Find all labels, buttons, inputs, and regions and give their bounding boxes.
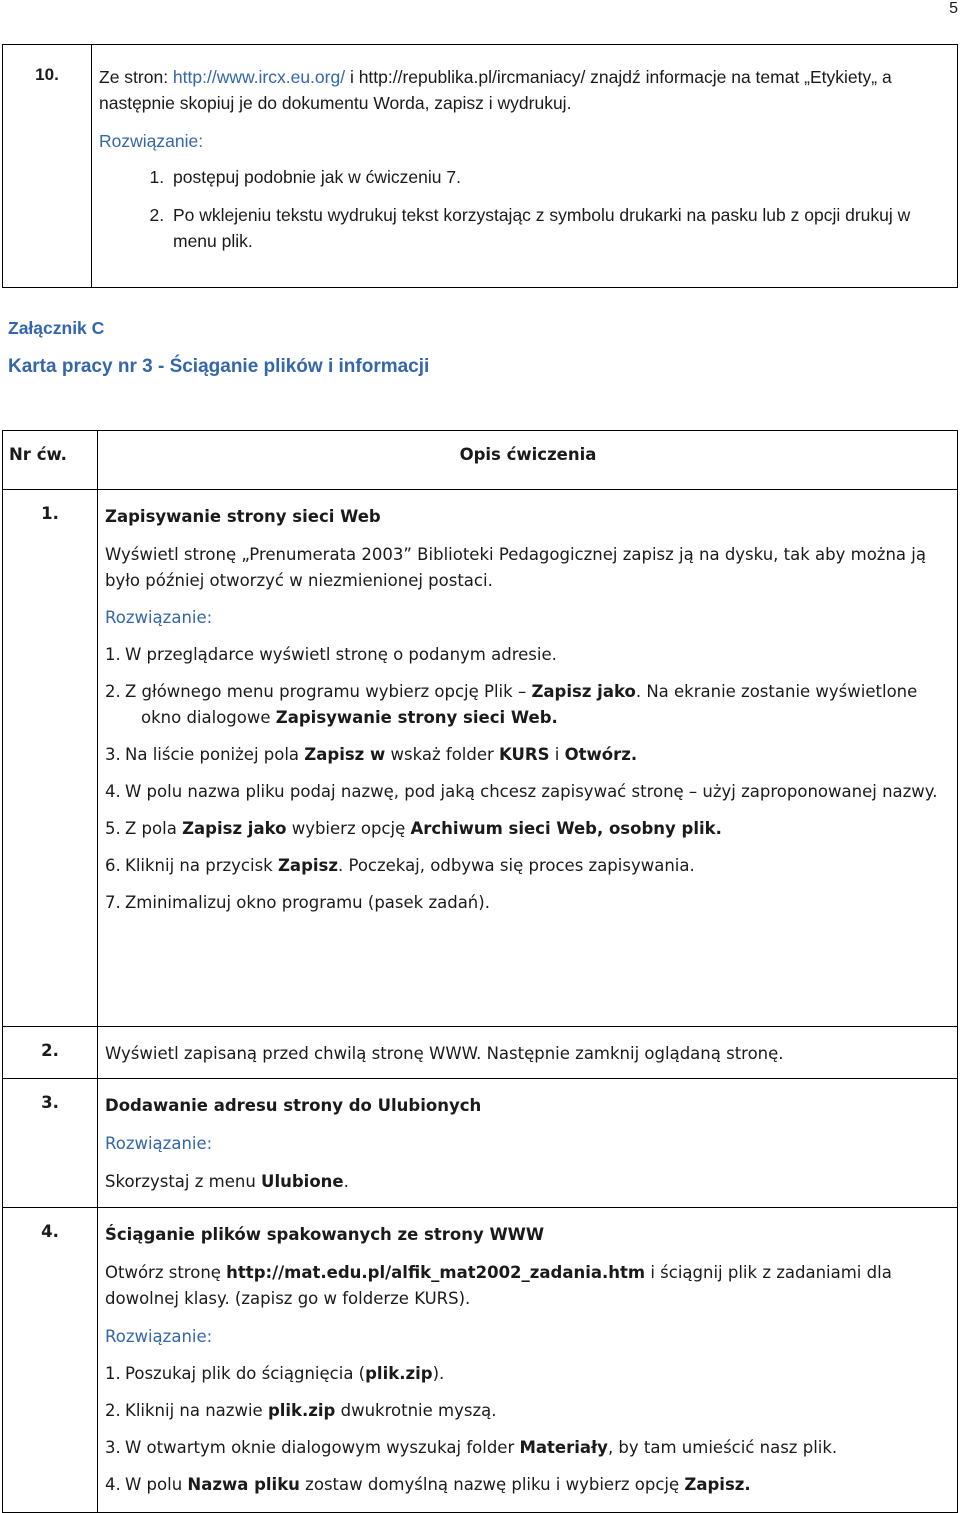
step-number: 3. <box>105 745 121 764</box>
step-text-bold: Zapisz jako <box>182 819 287 838</box>
list-item <box>105 853 951 879</box>
step-number: 5. <box>105 819 121 838</box>
list-item <box>105 742 951 768</box>
list-item <box>105 1435 951 1461</box>
solution-label: Rozwiązanie: <box>99 131 204 151</box>
solution-steps <box>105 642 951 916</box>
exercise-text <box>99 64 951 116</box>
solution-label: Rozwiązanie: <box>105 608 213 627</box>
text-rest: i http://republika.pl/ircmaniacy/ znajdź informacje na temat „Etykiety„ a następnie skopiuj je do dokumentu Worda, zapisz i wydrukuj. <box>99 67 892 113</box>
step-text: Poszukaj plik do ściągnięcia ( <box>125 1364 366 1383</box>
step-text: Zminimalizuj okno programu (pasek zadań). <box>125 893 490 912</box>
step-number: 6. <box>105 856 121 875</box>
step-number: 1. <box>105 645 121 664</box>
text-part: Otwórz stronę <box>105 1263 227 1282</box>
exercises-table <box>2 430 958 1513</box>
exercise-description <box>98 1027 958 1079</box>
step-text: dwukrotnie myszą. <box>335 1401 497 1420</box>
text-part: . <box>343 1172 349 1191</box>
step-text: Kliknij na nazwie <box>125 1401 268 1420</box>
step-text: Na liście poniżej pola <box>125 745 305 764</box>
step-text-bold: Zapisz <box>277 856 338 875</box>
step-text: zostaw domyślną nazwę pliku i wybierz opcję <box>299 1475 685 1494</box>
step-number: 7. <box>105 893 121 912</box>
header-number: Nr ćw. <box>3 431 98 490</box>
step-text: W przeglądarce wyświetl stronę o podanym adresie. <box>125 645 557 664</box>
exercise-number: 2. <box>3 1027 98 1079</box>
exercise-text: Wyświetl zapisaną przed chwilą stronę WWW. Następnie zamknij oglądaną stronę. <box>105 1044 784 1063</box>
exercise-text <box>105 1260 951 1312</box>
step-text-bold: Zapisz. <box>684 1475 751 1494</box>
text-prefix: Ze stron: <box>99 67 173 87</box>
table-row <box>3 490 958 1027</box>
exercise-number: 4. <box>3 1208 98 1513</box>
list-item <box>105 1472 951 1498</box>
solution-steps <box>105 1361 951 1498</box>
step-text: W otwartym oknie dialogowym wyszukaj folder <box>125 1438 520 1457</box>
table-row <box>3 1027 958 1079</box>
step-text: , by tam umieścić nasz plik. <box>607 1438 838 1457</box>
exercise-text: Wyświetl stronę „Prenumerata 2003” Biblioteki Pedagogicznej zapisz ją na dysku, tak aby można ją było później otworzyć w niezmienionej postaci. <box>105 545 926 590</box>
step-text: ). <box>432 1364 445 1383</box>
list-item <box>105 890 951 916</box>
list-item: 1. postępuj podobnie jak w ćwiczeniu 7. <box>169 164 951 190</box>
step-text-bold: Zapisz jako <box>531 682 636 701</box>
step-number: 4. <box>105 1475 121 1494</box>
step-text-bold: Archiwum sieci Web, osobny plik. <box>410 819 722 838</box>
step-number: 2. <box>105 1401 121 1420</box>
text-part: Skorzystaj z menu <box>105 1172 262 1191</box>
step-number: 1. <box>105 1364 121 1383</box>
step-text: i <box>549 745 565 764</box>
step-text-bold: Otwórz. <box>564 745 638 764</box>
exercise-description <box>92 45 958 288</box>
table-row <box>3 45 958 288</box>
step-text-bold: KURS <box>499 745 550 764</box>
step-text-bold: Nazwa pliku <box>187 1475 300 1494</box>
page-number: 5 <box>949 0 958 17</box>
link-ircx[interactable]: http://www.ircx.eu.org/ <box>172 67 346 87</box>
step-text: wskaż folder <box>385 745 500 764</box>
step-text: W polu nazwa pliku podaj nazwę, pod jaką chcesz zapisywać stronę – użyj zaproponowanej nazwy. <box>125 782 938 801</box>
url-link[interactable]: http://mat.edu.pl/alfik_mat2002_zadania.htm <box>226 1263 646 1282</box>
exercise-number: 1. <box>3 490 98 1027</box>
step-text: Z głównego menu programu wybierz opcję Plik – <box>125 682 532 701</box>
exercise-table-top <box>2 44 958 288</box>
header-description: Opis ćwiczenia <box>98 431 958 490</box>
list-item <box>105 1361 951 1387</box>
exercise-title: Dodawanie adresu strony do Ulubionych <box>105 1096 482 1115</box>
exercise-number: 3. <box>3 1079 98 1208</box>
step-number: 3. <box>105 1438 121 1457</box>
card-title: Karta pracy nr 3 - Ściąganie plików i informacji <box>8 356 430 377</box>
attachment-label: Załącznik C <box>8 318 105 338</box>
table-row <box>3 1079 958 1208</box>
exercise-description <box>98 490 958 1027</box>
step-text: Z pola <box>125 819 183 838</box>
step-number: 4. <box>105 782 121 801</box>
list-item <box>105 816 951 842</box>
list-item: 2. Po wklejeniu tekstu wydrukuj tekst korzystając z symbolu drukarki na pasku lub z opcji drukuj w menu plik. <box>169 202 951 254</box>
step-text-bold: plik.zip <box>365 1364 433 1383</box>
text-bold: Ulubione <box>261 1172 344 1191</box>
exercise-description <box>98 1208 958 1513</box>
step-text: Kliknij na przycisk <box>125 856 278 875</box>
solution-steps <box>99 164 951 254</box>
solution-label: Rozwiązanie: <box>105 1134 213 1153</box>
step-text: wybierz opcję <box>286 819 411 838</box>
step-text-bold: plik.zip <box>267 1401 336 1420</box>
exercise-title: Zapisywanie strony sieci Web <box>105 507 381 526</box>
list-item <box>105 642 951 668</box>
step-text-bold: Materiały <box>519 1438 608 1457</box>
list-item <box>105 779 951 805</box>
step-text-bold: Zapisywanie strony sieci Web. <box>275 708 558 727</box>
text-part: i ściągnij plik z zadaniami dla dowolnej klasy. (zapisz go w folderze KURS). <box>105 1263 892 1308</box>
step-text: . Na ekranie zostanie wyświetlone okno dialogowe <box>141 682 918 727</box>
step-text: . Poczekaj, odbywa się proces zapisywania. <box>337 856 695 875</box>
table-header-row <box>3 431 958 490</box>
exercise-description <box>98 1079 958 1208</box>
step-text-bold: Zapisz w <box>304 745 386 764</box>
exercise-title: Ściąganie plików spakowanych ze strony WWW <box>105 1225 545 1244</box>
list-item <box>105 679 951 731</box>
step-number: 2. <box>105 682 121 701</box>
list-item <box>105 1398 951 1424</box>
solution-label: Rozwiązanie: <box>105 1327 213 1346</box>
step-text: W polu <box>125 1475 188 1494</box>
exercise-text <box>105 1169 951 1195</box>
table-row <box>3 1208 958 1513</box>
exercise-number: 10. <box>3 45 92 288</box>
